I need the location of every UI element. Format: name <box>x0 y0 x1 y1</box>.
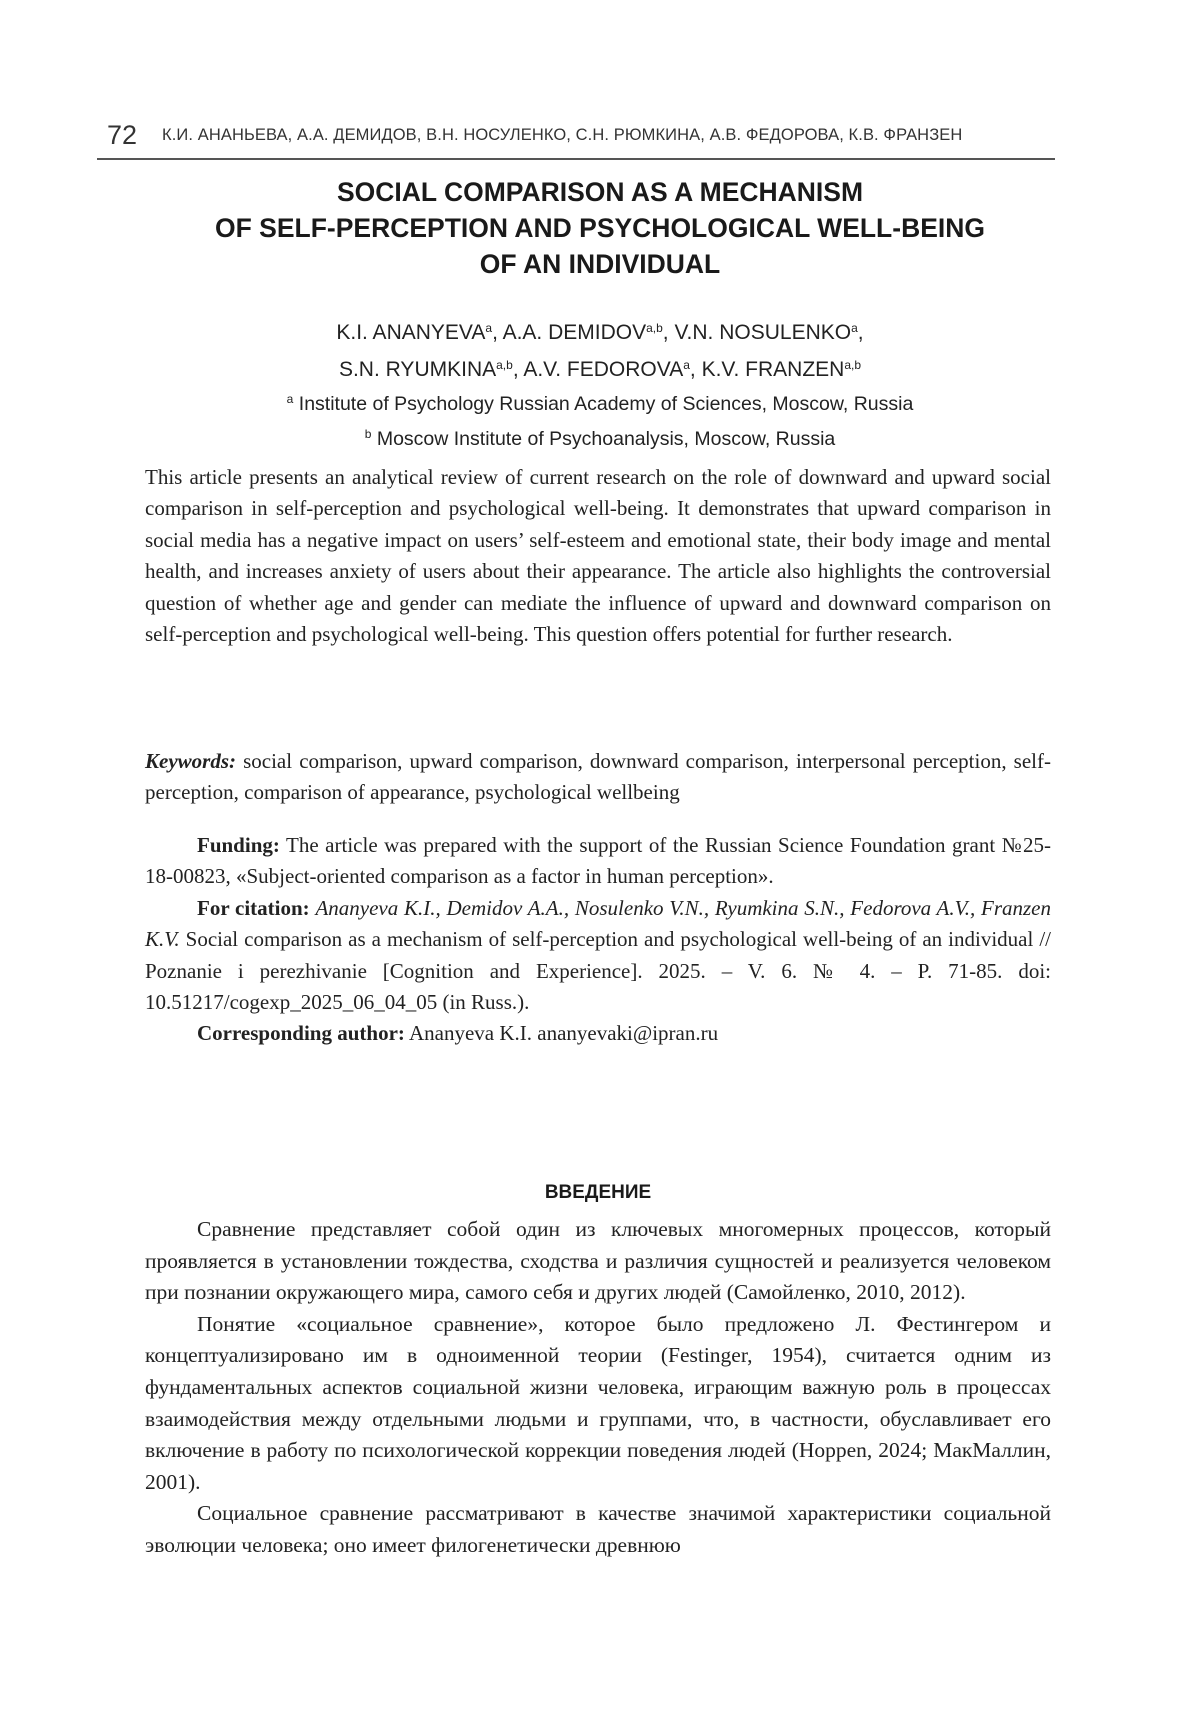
author-name: K.V. FRANZEN <box>701 358 845 381</box>
funding-text: The article was prepared with the support of the Russian Science Foundation grant №25-18-00823, «Subject-oriented comparison as a factor in human perception». <box>145 833 1051 889</box>
author-affiliation-mark: a,b <box>646 321 663 335</box>
author-separator: , <box>662 321 675 344</box>
affiliation-text: Institute of Psychology Russian Academy of Sciences, Moscow, Russia <box>298 393 914 415</box>
running-head-authors: К.И. АНАНЬЕВА, А.А. ДЕМИДОВ, В.Н. НОСУЛЕНКО, С.Н. РЮМКИНА, А.В. ФЕДОРОВА, К.В. ФРАНЗЕН <box>162 126 963 144</box>
affiliation-text: Moscow Institute of Psychoanalysis, Moscow, Russia <box>376 428 836 450</box>
article-title <box>120 174 1080 282</box>
author-affiliation-mark: a,b <box>496 358 513 372</box>
citation-authors: Ananyeva K.I., Demidov A.A., Nosulenko V.N., Ryumkina S.N., Fedorova A.V., Franzen K.V. <box>145 895 1051 952</box>
title-line: OF SELF-PERCEPTION AND PSYCHOLOGICAL WELL-BEING <box>215 213 985 243</box>
author-line <box>150 312 1050 349</box>
author-affiliation-mark: a <box>485 321 493 335</box>
funding-label: Funding: <box>197 833 280 857</box>
corresponding-label: Corresponding author: <box>197 1021 405 1046</box>
author-affiliation-mark: a,b <box>844 358 862 372</box>
author-name: K.I. ANANYEVA <box>336 321 486 344</box>
author-name: A.V. FEDOROVA <box>523 358 684 381</box>
section-heading: ВВЕДЕНИЕ <box>544 1182 652 1203</box>
author-affiliation-mark: a <box>851 321 858 335</box>
body-paragraph: Сравнение представляет собой один из ключевых многомерных процессов, который проявляется в установлении тождества, сходства и различия сущностей и реализуется человеком при познании окружающего мира, самого себя и других людей (Самойленко, 2010, 2012). <box>145 1217 1051 1305</box>
author-name: V.N. NOSULENKO <box>674 321 852 344</box>
abstract <box>145 462 1051 650</box>
article-metadata <box>145 810 1051 1050</box>
affiliations <box>140 384 1060 454</box>
author-name: A.A. DEMIDOV <box>502 321 647 344</box>
author-line <box>150 349 1050 386</box>
keywords-label: Keywords: <box>145 749 236 773</box>
keywords-paragraph <box>145 746 1051 809</box>
corresponding-text: Ananyeva K.I. ananyevaki@ipran.ru <box>408 1021 719 1046</box>
funding-paragraph <box>145 830 1051 893</box>
affiliation <box>140 384 1060 419</box>
citation-paragraph <box>145 893 1051 1019</box>
author-affiliation-mark: a <box>683 358 690 372</box>
body-paragraph: Понятие «социальное сравнение», которое было предложено Л. Фестингером и концептуализировано им в одноименной теории (Festinger, 1954), считается одним из фундаментальных аспектов социальной жизни человека, играющим важную роль в процессах взаимодействия между отдельными людьми и группами, что, в частности, обуславливает его включение в работу по психологической коррекции поведения людей (Hoppen, 2024; МакМаллин, 2001). <box>145 1311 1051 1494</box>
section-body <box>145 1214 1051 1562</box>
keywords-text: social comparison, upward comparison, downward comparison, interpersonal perception, self-perception, comparison of appearance, psychological wellbeing <box>145 749 1051 805</box>
affiliation <box>140 419 1060 454</box>
title-line: OF AN INDIVIDUAL <box>479 249 721 279</box>
affiliation-mark: b <box>364 427 372 441</box>
corresponding-paragraph <box>145 1018 1051 1049</box>
title-line: SOCIAL COMPARISON AS A MECHANISM <box>336 177 864 207</box>
author-name: S.N. RYUMKINA <box>338 358 497 381</box>
running-header <box>97 118 1055 160</box>
citation-text: Social comparison as a mechanism of self-perception and psychological well-being of an individual // Poznanie i perezhivanie [Cognition and Experience]. 2025. – V. 6. № 4. – P. 71-85. doi: 10.51217/cogexp_2025_06_04_05 (in Russ.). <box>145 927 1051 1015</box>
affiliation-mark: a <box>286 392 294 406</box>
author-list <box>150 312 1050 386</box>
author-separator: , <box>689 358 702 381</box>
author-separator: , <box>857 321 864 344</box>
keywords-block <box>145 746 1051 809</box>
author-separator: , <box>512 358 524 381</box>
citation-label: For citation: <box>197 895 310 920</box>
abstract-text: This article presents an analytical review of current research on the role of downward and upward social comparison in self-perception and psychological well-being. It demonstrates that upward comparison in social media has a negative impact on users’ self-esteem and emotional state, their body image and mental health, and increases anxiety of users about their appearance. The article also highlights the controversial question of whether age and gender can mediate the influence of upward and downward comparison on self-perception and psychological well-being. This question offers potential for further research. <box>145 465 1051 647</box>
body-paragraph: Социальное сравнение рассматривают в качестве значимой характеристики социальной эволюции человека; оно имеет филогенетически древнюю <box>145 1501 1051 1557</box>
page-number: 72 <box>107 120 138 150</box>
author-separator: , <box>492 321 503 344</box>
